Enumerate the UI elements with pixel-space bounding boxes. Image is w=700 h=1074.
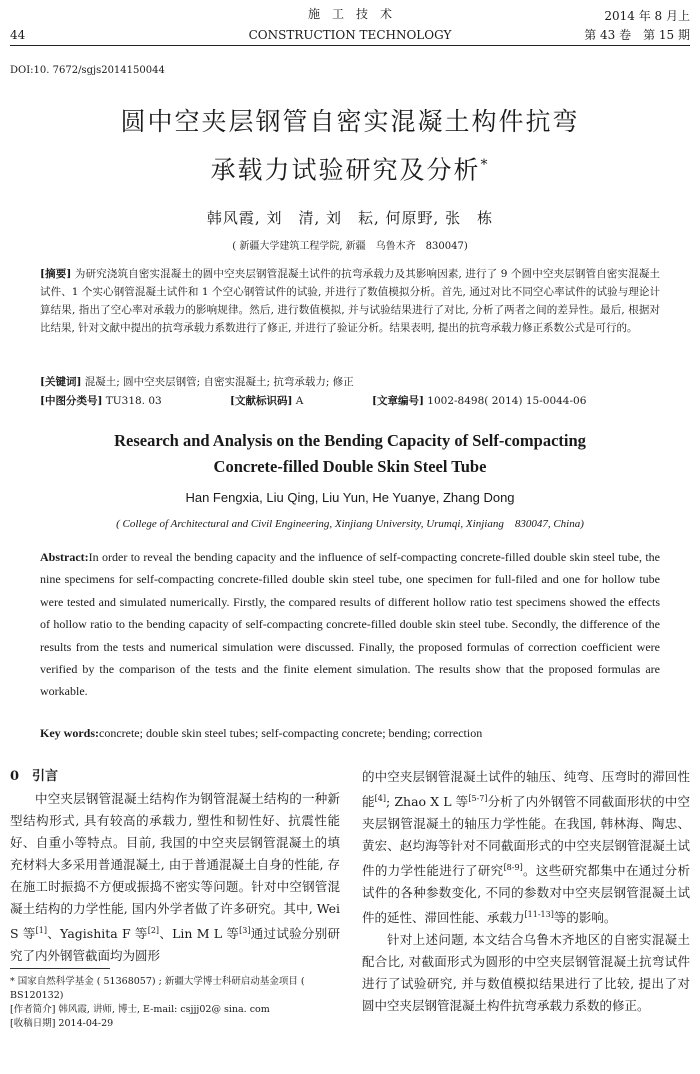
intro-text-c: 、Lin M L 等 bbox=[159, 926, 240, 942]
ref-8-9: [8-9] bbox=[503, 863, 523, 873]
ref-5-7: [5-7] bbox=[468, 794, 488, 803]
issue-date: 2014 年 8 月上 bbox=[604, 9, 690, 23]
footnote-author-intro: [作者简介] 韩风霞, 讲师, 博士, E-mail: csjjj02@ sina. com bbox=[10, 1004, 270, 1015]
footnote-fund: * 国家自然科学基金 ( 51368057) ; 新疆大学博士科研启动基金项目 ( BS120132) bbox=[10, 976, 305, 1001]
keywords-en bbox=[40, 723, 660, 743]
authors-en: Han Fengxia, Liu Qing, Liu Yun, He Yuanye, Zhang Dong bbox=[185, 490, 515, 505]
footnote-received: [收稿日期] 2014-04-29 bbox=[10, 1018, 114, 1029]
title-footnote-marker: * bbox=[480, 157, 490, 173]
abstract-cn-text: 为研究浇筑自密实混凝土的圆中空夹层钢管混凝土试件的抗弯承载力及其影响因素, 进行了 9 个圆中空夹层钢管自密实混凝土试件、1 个实心钢管混凝土试件和 1 个空心钢管试件的试验, 并进行了数值模拟分析。首先, 通过对比不同空心率试件的试验与理论计算结果, 指出了空心率对承载力的影响规律。然后, 进行数值模拟, 并与试验结果进行了对比, 分析了两者之间的差异性。最后, 根据对比结果, 针对文献中提出的抗弯承载力系数进行了修正, 并进行了验证分析。结果表明, 提出的抗弯承载力修正系数公式是可行的。 bbox=[40, 268, 660, 334]
article-no-value: 1002-8498( 2014) 15-0044-06 bbox=[427, 395, 587, 407]
doc-code-value: A bbox=[295, 395, 304, 407]
footnote-rule bbox=[10, 968, 110, 969]
abstract-en-label: Abstract: bbox=[40, 550, 89, 564]
journal-name-en: CONSTRUCTION TECHNOLOGY bbox=[248, 28, 452, 42]
right-text-d: 。这些研究都集中在通过分析试件的各种参数变化, 不同的参数对中空夹层钢管混凝土试件的延性、滞回性能、承载力 bbox=[362, 863, 690, 926]
right-paragraph-1 bbox=[362, 766, 690, 929]
footnotes bbox=[10, 975, 340, 1031]
ref-4: [4] bbox=[374, 794, 387, 803]
title-cn-line2: 承载力试验研究及分析 bbox=[210, 155, 481, 185]
right-text-a: 的中空夹层钢管混凝土试件的轴压、纯弯、压弯时的滞回性能 bbox=[362, 769, 690, 810]
header-rule bbox=[10, 45, 690, 46]
doi: DOI:10. 7672/sgjs2014150044 bbox=[10, 65, 165, 76]
right-column bbox=[362, 766, 690, 1017]
affiliation-en: ( College of Architectural and Civil Engineering, Xinjiang University, Urumqi, Xinjiang 830047, China) bbox=[116, 518, 584, 530]
page-number: 44 bbox=[10, 28, 26, 42]
abstract-cn bbox=[40, 265, 660, 337]
classification-line bbox=[40, 392, 660, 410]
intro-text-a: 中空夹层钢管混凝土结构作为钢管混凝土结构的一种新型结构形式, 具有较高的承载力, 塑性和韧性好、抗震性能好、自重小等特点。目前, 我国的中空夹层钢管混凝土的填充材料大多采用普通混凝土, 由于普通混凝土自身的性能, 存在施工时振捣不方便或振捣不密实等问题。针对中空钢管混凝土结构的力学性能, 国内外学者做了许多研究。其中, Wei S 等 bbox=[10, 791, 340, 942]
intro-paragraph-1 bbox=[10, 788, 340, 967]
right-text-b: ; Zhao X L 等 bbox=[386, 794, 469, 810]
right-text-e: 等的影响。 bbox=[553, 910, 617, 926]
left-column bbox=[10, 766, 340, 967]
issue-volume: 第 43 卷 第 15 期 bbox=[584, 28, 690, 42]
keywords-en-label: Key words: bbox=[40, 726, 99, 740]
clc-label: [中图分类号] bbox=[40, 395, 103, 407]
abstract-en-text: In order to reveal the bending capacity and the influence of self-compacting concrete-filled double skin steel tube, the nine specimens for self-compacting concrete-filled double skin steel tube, one specimen for full-filed and one for hollow tube were tested and simulated numerically. Firstly, the compared results of different hollow ratio test specimens showed the effects of hollow ratio to the bending capacity of self-compacting concrete-filled double skin steel tube. Secondly, the difference of the results from the tests and numerical simulation were discussed. Finally, the proposed formulas of correction coefficient were verified by the comparison of the tests and the finite element simulation. The results show that the proposed formulas are workable. bbox=[40, 550, 660, 699]
ref-2: [2] bbox=[147, 926, 160, 935]
keywords-cn-label: [关键词] bbox=[40, 376, 82, 388]
ref-11-13: [11-13] bbox=[524, 910, 554, 920]
ref-3: [3] bbox=[239, 926, 251, 935]
right-text-c: 分析了内外钢管不同截面形状的中空夹层钢管混凝土的轴压力学性能。在我国, 韩林海、陶忠、黄宏、赵均海等针对不同截面形式的中空夹层钢管混凝土试件的力学性能进行了研究 bbox=[362, 794, 690, 879]
article-no-label: [文章编号] bbox=[372, 395, 424, 407]
keywords-cn-text: 混凝土; 圆中空夹层钢管; 自密实混凝土; 抗弯承载力; 修正 bbox=[84, 376, 354, 388]
abstract-en bbox=[40, 546, 660, 703]
title-cn-line1: 圆中空夹层钢管自密实混凝土构件抗弯 bbox=[120, 107, 580, 136]
ref-1: [1] bbox=[35, 926, 47, 935]
intro-text-d: 通过试验分别研究了内外钢管截面均为圆形 bbox=[10, 926, 340, 964]
doc-code-label: [文献标识码] bbox=[230, 395, 293, 407]
clc-value: TU318. 03 bbox=[105, 395, 162, 407]
journal-name-cn: 施 工 技 术 bbox=[307, 7, 392, 21]
affiliation-cn: ( 新疆大学建筑工程学院, 新疆 乌鲁木齐 830047) bbox=[232, 241, 468, 252]
title-cn-line2-wrap bbox=[0, 147, 700, 188]
right-paragraph-2: 针对上述问题, 本文结合乌鲁木齐地区的自密实混凝土配合比, 对截面形式为圆形的中空夹层钢管混凝土抗弯试件进行了试验研究, 并与数值模拟结果进行了比较, 提出了对圆中空夹层钢管混凝土构件抗弯承载力系数的修正。 bbox=[362, 932, 690, 1014]
title-en-line1: Research and Analysis on the Bending Capacity of Self-compacting bbox=[114, 431, 586, 450]
title-en-line2: Concrete-filled Double Skin Steel Tube bbox=[213, 457, 487, 476]
section-heading-0: 0 引言 bbox=[10, 769, 59, 784]
authors-cn: 韩风霞, 刘 清, 刘 耘, 何原野, 张 栋 bbox=[206, 209, 494, 227]
abstract-cn-label: [摘要] bbox=[40, 268, 72, 280]
keywords-cn bbox=[40, 373, 660, 391]
intro-text-b: 、Yagishita F 等 bbox=[46, 926, 148, 942]
keywords-en-text: concrete; double skin steel tubes; self-compacting concrete; bending; correction bbox=[99, 726, 483, 740]
